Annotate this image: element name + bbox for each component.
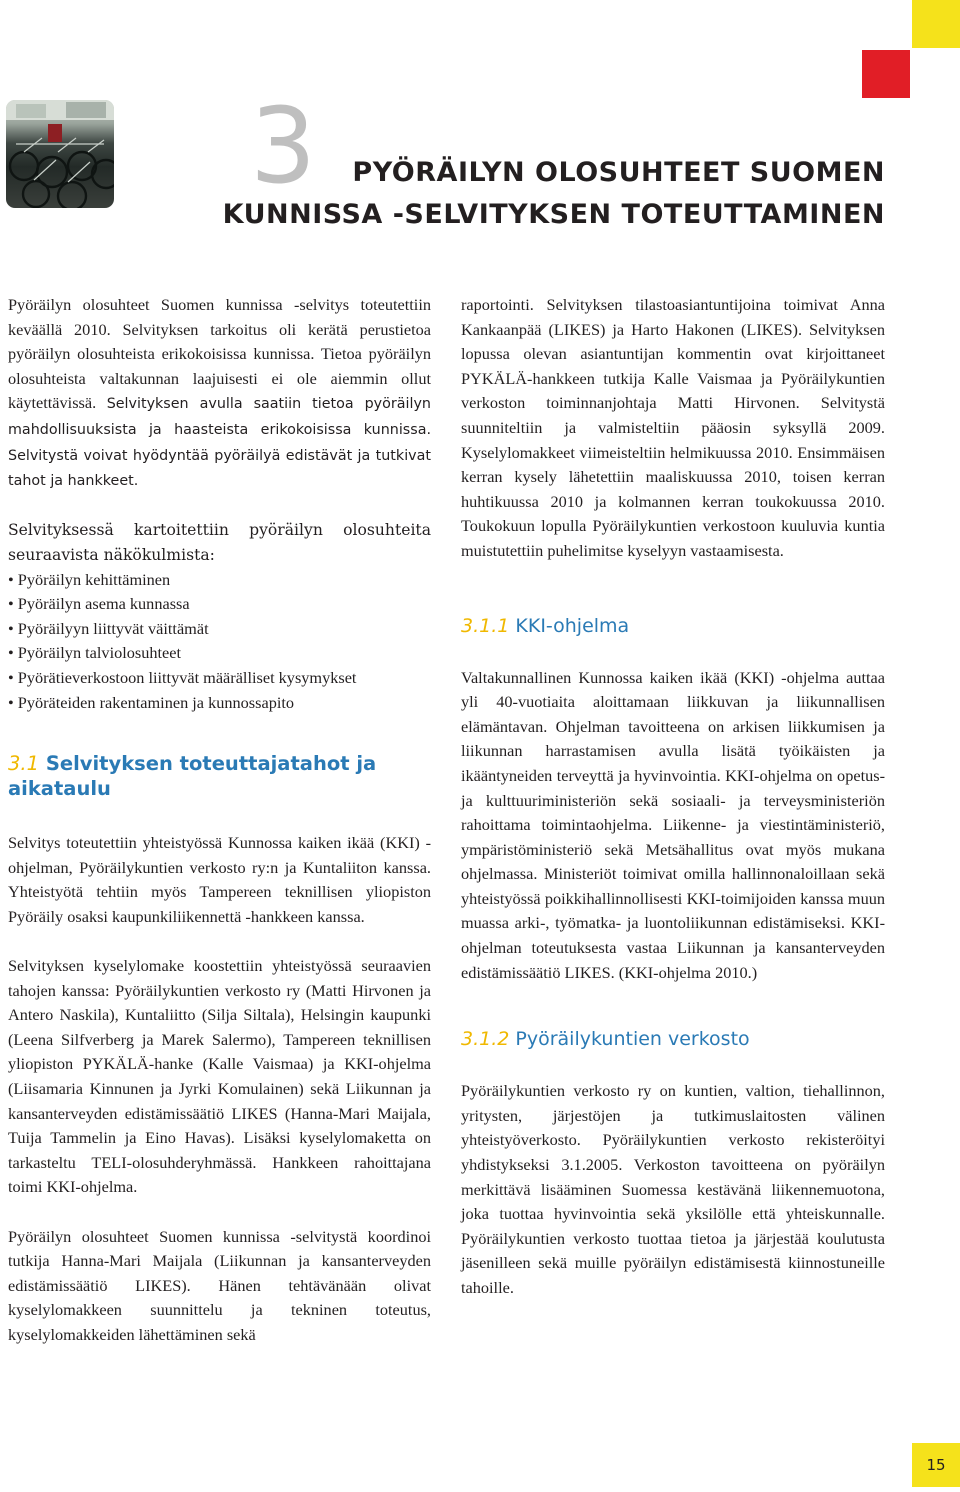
intro-part-1: Pyöräilyn olosuhteet Suomen kunnissa -selvitys toteutettiin keväällä 2010. Selvityksen tarkoitus oli kerätä perustietoa pyöräilyn olosuhteista erikokoisissa kunnissa. Tietoa pyöräilyn olosuhteista valtakunnan laajuisesti ei ole aiemmin ollut käytettävissä. xyxy=(8,295,431,413)
right-column xyxy=(461,293,885,1301)
paragraph-kyselylomake: Selvityksen kyselylomake koostettiin yhteistyössä seuraavien tahojen kanssa: Pyöräilykuntien verkosto ry (Matti Hirvonen ja Antero Naskila), Kuntaliitto (Silja Siltala), Helsingin kaupunki (Leena Silfverberg ja Marek Salermo), Tampereen teknillisen yliopiston PYKÄLÄ-hanke (Kalle Vaismaa) ja KKI-ohjelma (Liisamaria Kinnunen ja Jyrki Komulainen) sekä Liikunnan ja kansanterveyden edistämissäätiö LIKES (Hanna-Mari Maijala, Tuija Tammelin ja Eino Havas). Lisäksi kyselylomaketta on tarkasteltu TELI-olosuhderyhmässä. Hankkeen rahoittajana toimi KKI-ohjelma. xyxy=(8,956,431,1197)
list-item: • Pyöräteiden rakentaminen ja kunnossapito xyxy=(8,692,295,712)
section-heading xyxy=(8,751,431,801)
left-column xyxy=(8,293,431,1348)
paragraph-verkosto: Pyöräilykuntien verkosto ry on kuntien, valtion, tiehallinnon, yritysten, järjestöjen ja tutkimuslaitosten välinen yhteistyöverkosto. Pyöräilykuntien verkosto rekisteröityi yhdistykseksi 3.1.2005. Verkoston tavoitteena on pyöräilyn merkittävä lisääminen Suomessa kestävänä liikennemuotona, joka tuottaa hyvinvointia sekä yksilölle että yhteiskunnalle. Pyöräilykuntien verkosto tuottaa tietoa ja järjestää koulutusta jäsenilleen sekä muille pyöräilyn edistämisestä kiinnostuneille tahoille. xyxy=(461,1081,885,1297)
survey-lead: Selvityksessä kartoitettiin pyöräilyn olosuhteita seuraavista näkökulmista: xyxy=(8,521,431,564)
chapter-title-line-1: PYÖRÄILYN OLOSUHTEET SUOMEN xyxy=(352,157,885,188)
chapter-title-line-2: KUNNISSA -SELVITYKSEN TOTEUTTAMINEN xyxy=(222,199,885,230)
decorative-yellow-square xyxy=(912,0,960,48)
subsection-title: KKI-ohjelma xyxy=(515,614,630,637)
section-title: Selvityksen toteuttajatahot ja aikataulu xyxy=(8,752,377,801)
subsection-heading-kki xyxy=(461,614,885,639)
decorative-red-square xyxy=(862,50,910,98)
list-item: • Pyöräilyyn liittyvät väittämät xyxy=(8,618,209,638)
viewpoint-list xyxy=(8,568,431,716)
section-number: 3.1 xyxy=(8,752,40,776)
page-number: 15 xyxy=(912,1443,960,1487)
paragraph-koordinointi: Pyöräilyn olosuhteet Suomen kunnissa -selvitystä koordinoi tutkija Hanna-Mari Maijala (Liikunnan ja kansanterveyden edistämissäätiö LIKES). Hänen tehtävänään olivat kyselylomakkeen suunnittelu ja tekninen toteutus, kyselylomakkeiden lähettäminen sekä xyxy=(8,1226,431,1344)
bicycle-parking-photo xyxy=(6,100,114,208)
list-item: • Pyöräilyn asema kunnassa xyxy=(8,594,190,614)
chapter-number: 3 xyxy=(250,85,317,207)
list-item: • Pyöräilyn talviolosuhteet xyxy=(8,643,182,663)
subsection-number: 3.1.2 xyxy=(461,1028,510,1051)
paragraph-continued: raportointi. Selvityksen tilastoasiantuntijoina toimivat Anna Kankaanpää (LIKES) ja Harto Hakonen (LIKES). Selvityksen lopussa olevan asiantuntijan kommentin ovat kirjoittaneet PYKÄLÄ-hankkeen tutkija Kalle Vaismaa ja Pyöräilykuntien verkoston toiminnanjohtaja Matti Hirvonen. Selvitystä suunniteltiin ja valmisteltiin pääosin syksyllä 2009. Kyselylomakkeet viimeisteltiin helmikuussa 2010. Ensimmäisen kerran kysely lähetettiin maaliskuussa 2010, toisen kerran huhtikuussa 2010 ja kolmannen kerran toukokuussa 2010. Toukokuun lopulla Pyöräilykuntien verkostoon kuuluvia kuntia muistutettiin puhelimitse kyselyyn vastaamisesta. xyxy=(461,295,885,560)
subsection-number: 3.1.1 xyxy=(461,614,510,637)
bicycles-illustration xyxy=(6,100,114,208)
paragraph-toteutus: Selvitys toteutettiin yhteistyössä Kunnossa kaiken ikää (KKI) -ohjelman, Pyöräilykuntien verkosto ry:n ja Kuntaliiton kanssa. Yhteistyötä tehtiin myös Tampereen teknillisen yliopiston Pyöräily osaksi kaupunkiliikennettä -hankkeen kanssa. xyxy=(8,833,431,926)
subsection-heading-verkosto xyxy=(461,1027,885,1052)
list-item: • Pyörätieverkostoon liittyvät määrälliset kysymykset xyxy=(8,667,357,687)
intro-part-2: Selvityksen avulla saatiin tietoa pyöräilyn mahdollisuuksista ja haasteista erikokoisissa kunnissa. Selvitystä voivat hyödyntää pyöräilyä edistävät ja tutkivat tahot ja hankkeet. xyxy=(8,396,431,490)
paragraph-kki: Valtakunnallinen Kunnossa kaiken ikää (KKI) -ohjelma auttaa yli 40-vuotiaita aloittamaan liikkuvan ja liikunnallisen elämäntavan. Ohjelman tavoitteena on arkisen liikkumisen ja liikunnan harrastamisen avulla lisätä työikäisten ja ikääntyneiden terveyttä ja hyvinvointia. KKI-ohjelma on opetus- ja kulttuuriministeriön sekä sosiaali- ja terveysministeriön rahoittama toimintaohjelma. Liikenne- ja viestintäministeriö, ympäristöministeriö sekä Metsähallitus ovat myös mukana ohjelmassa. Ministeriöt toimivat omilla hallinnonaloillaan sekä yhteistyössä poikkihallinnollisesti KKI-toimijoiden kanssa muun muassa arki-, työmatka- ja luontoliikunnan edistämiseksi. KKI-ohjelman toteutuksesta vastaa Liikunnan ja kansanterveyden edistämissäätiö LIKES. (KKI-ohjelma 2010.) xyxy=(461,667,885,982)
intro-paragraph xyxy=(8,293,431,494)
subsection-title: Pyöräilykuntien verkosto xyxy=(515,1028,750,1051)
list-item: • Pyöräilyn kehittäminen xyxy=(8,569,171,589)
